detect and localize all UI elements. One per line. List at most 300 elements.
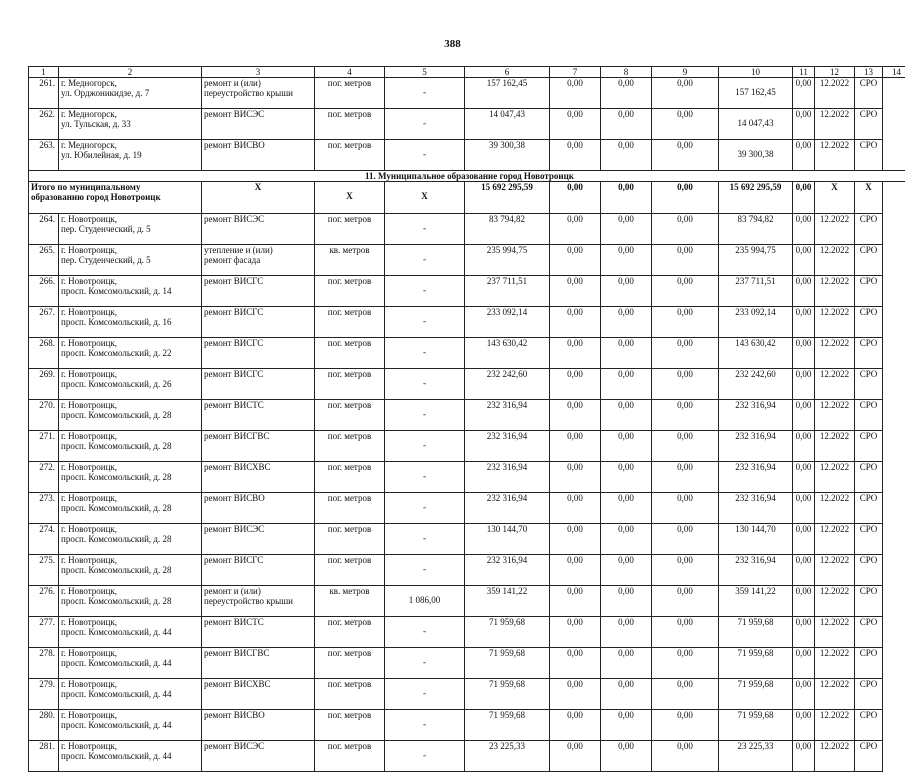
column-number-3: 3 xyxy=(202,67,315,78)
address-line-1: г. Новотроицк, xyxy=(61,493,199,503)
fund-8: 0,00 xyxy=(550,400,601,431)
address xyxy=(59,140,202,171)
total-cost: 71 959,68 xyxy=(465,617,550,648)
total-cost: 143 630,42 xyxy=(465,338,550,369)
total-cost: 232 316,94 xyxy=(465,493,550,524)
fund-10: 0,00 xyxy=(652,276,719,307)
address xyxy=(59,586,202,617)
x-mark: X xyxy=(385,182,465,214)
quantity: - xyxy=(385,78,465,109)
fund-8: 0,00 xyxy=(550,462,601,493)
work-type xyxy=(202,617,315,648)
row-number: 271. xyxy=(29,431,59,462)
work-type-line-1: ремонт ВИСГВС xyxy=(204,431,312,441)
quantity: - xyxy=(385,617,465,648)
unit: пог. метров xyxy=(315,78,385,109)
address-line-2: ул. Юбилейная, д. 19 xyxy=(61,150,199,160)
fund-9: 0,00 xyxy=(601,78,652,109)
fund-8: 0,00 xyxy=(550,586,601,617)
address-line-2: пер. Студенческий, д. 5 xyxy=(61,255,199,265)
fund-12: 0,00 xyxy=(793,214,815,245)
quantity: 1 086,00 xyxy=(385,586,465,617)
row-number: 268. xyxy=(29,338,59,369)
completion-date: 12.2022 xyxy=(815,431,855,462)
work-type xyxy=(202,214,315,245)
row-number: 265. xyxy=(29,245,59,276)
quantity: - xyxy=(385,245,465,276)
address-line-2: просп. Комсомольский, д. 28 xyxy=(61,441,199,451)
table-row xyxy=(29,431,905,462)
address-line-1: г. Новотроицк, xyxy=(61,710,199,720)
fund-12: 0,00 xyxy=(793,338,815,369)
fund-10: 0,00 xyxy=(652,493,719,524)
x-mark: X xyxy=(855,182,883,214)
address-line-2: просп. Комсомольский, д. 44 xyxy=(61,627,199,637)
work-type xyxy=(202,245,315,276)
completion-date: 12.2022 xyxy=(815,140,855,171)
address-line-2: просп. Комсомольский, д. 28 xyxy=(61,472,199,482)
address-line-1: г. Новотроицк, xyxy=(61,555,199,565)
fund-8: 0,00 xyxy=(550,140,601,171)
fund-10: 0,00 xyxy=(652,369,719,400)
fund-9: 0,00 xyxy=(601,109,652,140)
row-number: 261. xyxy=(29,78,59,109)
fund-9: 0,00 xyxy=(601,586,652,617)
row-number: 272. xyxy=(29,462,59,493)
completion-date: 12.2022 xyxy=(815,109,855,140)
fund-8: 0,00 xyxy=(550,524,601,555)
x-mark: X xyxy=(202,182,315,214)
row-number: 262. xyxy=(29,109,59,140)
row-number: 270. xyxy=(29,400,59,431)
fund-11: 71 959,68 xyxy=(719,679,793,710)
quantity: - xyxy=(385,648,465,679)
table-row xyxy=(29,245,905,276)
funding-source: СРО xyxy=(855,710,883,741)
table-row xyxy=(29,338,905,369)
funding-source: СРО xyxy=(855,338,883,369)
address xyxy=(59,307,202,338)
unit: пог. метров xyxy=(315,109,385,140)
table-row xyxy=(29,400,905,431)
address xyxy=(59,276,202,307)
fund-8: 0,00 xyxy=(550,679,601,710)
table-row xyxy=(29,78,905,109)
funding-source: СРО xyxy=(855,493,883,524)
address xyxy=(59,338,202,369)
completion-date: 12.2022 xyxy=(815,78,855,109)
completion-date: 12.2022 xyxy=(815,679,855,710)
address-line-1: г. Медногорск, xyxy=(61,78,199,88)
address-line-2: просп. Комсомольский, д. 22 xyxy=(61,348,199,358)
fund-12: 0,00 xyxy=(793,555,815,586)
row-number: 278. xyxy=(29,648,59,679)
total-cost: 232 316,94 xyxy=(465,400,550,431)
table-row xyxy=(29,369,905,400)
work-type-line-2: ремонт фасада xyxy=(204,255,312,265)
table-row xyxy=(29,462,905,493)
address xyxy=(59,741,202,772)
address-line-1: г. Медногорск, xyxy=(61,109,199,119)
work-type-line-1: ремонт ВИСГС xyxy=(204,555,312,565)
address xyxy=(59,679,202,710)
address xyxy=(59,710,202,741)
fund-10: 0,00 xyxy=(652,710,719,741)
address-line-1: г. Новотроицк, xyxy=(61,338,199,348)
completion-date: 12.2022 xyxy=(815,493,855,524)
funding-source: СРО xyxy=(855,617,883,648)
work-type xyxy=(202,109,315,140)
fund-11: 157 162,45 xyxy=(719,78,793,109)
address-line-1: г. Новотроицк, xyxy=(61,679,199,689)
quantity: - xyxy=(385,140,465,171)
column-number-13: 13 xyxy=(855,67,883,78)
fund-10: 0,00 xyxy=(652,109,719,140)
completion-date: 12.2022 xyxy=(815,276,855,307)
row-number: 281. xyxy=(29,741,59,772)
table-row xyxy=(29,710,905,741)
fund-12: 0,00 xyxy=(793,369,815,400)
fund-12: 0,00 xyxy=(793,307,815,338)
unit: пог. метров xyxy=(315,400,385,431)
address xyxy=(59,462,202,493)
fund-10: 0,00 xyxy=(652,524,719,555)
fund-9: 0,00 xyxy=(601,338,652,369)
table-row xyxy=(29,276,905,307)
address-line-1: г. Новотроицк, xyxy=(61,741,199,751)
fund-9: 0,00 xyxy=(601,648,652,679)
fund-11: 359 141,22 xyxy=(719,586,793,617)
fund-11: 232 316,94 xyxy=(719,462,793,493)
total-cost: 157 162,45 xyxy=(465,78,550,109)
unit: пог. метров xyxy=(315,493,385,524)
total-cost: 39 300,38 xyxy=(465,140,550,171)
column-number-5: 5 xyxy=(385,67,465,78)
total-label-line-1: Итого по муниципальному xyxy=(31,182,199,192)
table-row xyxy=(29,214,905,245)
work-type xyxy=(202,524,315,555)
fund-12: 0,00 xyxy=(793,431,815,462)
funding-source: СРО xyxy=(855,431,883,462)
address-line-1: г. Новотроицк, xyxy=(61,307,199,317)
fund-11: 71 959,68 xyxy=(719,617,793,648)
table-row xyxy=(29,307,905,338)
row-number: 266. xyxy=(29,276,59,307)
work-type-line-1: ремонт ВИСХВС xyxy=(204,462,312,472)
section-title: 11. Муниципальное образование город Новотроицк xyxy=(29,171,905,182)
quantity: - xyxy=(385,109,465,140)
fund-8: 0,00 xyxy=(550,710,601,741)
total-cost: 233 092,14 xyxy=(465,307,550,338)
section-row xyxy=(29,171,905,182)
fund-9: 0,00 xyxy=(601,741,652,772)
unit: пог. метров xyxy=(315,524,385,555)
completion-date: 12.2022 xyxy=(815,648,855,679)
work-type-line-1: ремонт ВИСТС xyxy=(204,400,312,410)
row-number: 273. xyxy=(29,493,59,524)
fund-8: 0,00 xyxy=(550,214,601,245)
fund-9: 0,00 xyxy=(601,431,652,462)
quantity: - xyxy=(385,214,465,245)
unit: пог. метров xyxy=(315,710,385,741)
funding-source: СРО xyxy=(855,369,883,400)
fund-8: 0,00 xyxy=(550,307,601,338)
unit: пог. метров xyxy=(315,214,385,245)
column-number-row xyxy=(29,67,905,78)
address xyxy=(59,617,202,648)
total-cost: 15 692 295,59 xyxy=(465,182,550,214)
column-number-12: 12 xyxy=(815,67,855,78)
fund-11: 71 959,68 xyxy=(719,710,793,741)
fund-8: 0,00 xyxy=(550,338,601,369)
fund-8: 0,00 xyxy=(550,617,601,648)
funding-source: СРО xyxy=(855,140,883,171)
total-row xyxy=(29,182,905,214)
address-line-1: г. Новотроицк, xyxy=(61,617,199,627)
address-line-1: г. Новотроицк, xyxy=(61,586,199,596)
work-type-line-2: переустройство крыши xyxy=(204,88,312,98)
row-number: 275. xyxy=(29,555,59,586)
address xyxy=(59,369,202,400)
work-type-line-2: переустройство крыши xyxy=(204,596,312,606)
address-line-2: просп. Комсомольский, д. 28 xyxy=(61,503,199,513)
funding-source: СРО xyxy=(855,214,883,245)
work-type-line-1: ремонт и (или) xyxy=(204,586,312,596)
row-number: 264. xyxy=(29,214,59,245)
column-number-11: 11 xyxy=(793,67,815,78)
work-type xyxy=(202,648,315,679)
fund-11: 15 692 295,59 xyxy=(719,182,793,214)
address-line-2: просп. Комсомольский, д. 28 xyxy=(61,534,199,544)
fund-10: 0,00 xyxy=(652,741,719,772)
fund-9: 0,00 xyxy=(601,493,652,524)
address-line-2: пер. Студенческий, д. 5 xyxy=(61,224,199,234)
quantity: - xyxy=(385,555,465,586)
column-number-6: 6 xyxy=(465,67,550,78)
fund-12: 0,00 xyxy=(793,109,815,140)
fund-12: 0,00 xyxy=(793,648,815,679)
work-type xyxy=(202,431,315,462)
row-number: 277. xyxy=(29,617,59,648)
fund-10: 0,00 xyxy=(652,214,719,245)
fund-9: 0,00 xyxy=(601,182,652,214)
fund-12: 0,00 xyxy=(793,710,815,741)
quantity: - xyxy=(385,741,465,772)
total-cost: 359 141,22 xyxy=(465,586,550,617)
unit: пог. метров xyxy=(315,307,385,338)
column-number-4: 4 xyxy=(315,67,385,78)
work-type xyxy=(202,369,315,400)
work-type-line-1: ремонт ВИСЭС xyxy=(204,214,312,224)
fund-9: 0,00 xyxy=(601,462,652,493)
address xyxy=(59,109,202,140)
funding-source: СРО xyxy=(855,648,883,679)
fund-12: 0,00 xyxy=(793,400,815,431)
fund-11: 14 047,43 xyxy=(719,109,793,140)
work-type xyxy=(202,276,315,307)
total-cost: 71 959,68 xyxy=(465,679,550,710)
work-type xyxy=(202,679,315,710)
row-number: 279. xyxy=(29,679,59,710)
column-number-14: 14 xyxy=(883,67,905,78)
work-type-line-1: ремонт ВИСГС xyxy=(204,338,312,348)
fund-11: 232 316,94 xyxy=(719,493,793,524)
address-line-2: просп. Комсомольский, д. 44 xyxy=(61,658,199,668)
fund-11: 23 225,33 xyxy=(719,741,793,772)
work-type-line-1: ремонт ВИСВО xyxy=(204,493,312,503)
column-number-8: 8 xyxy=(601,67,652,78)
unit: кв. метров xyxy=(315,245,385,276)
fund-10: 0,00 xyxy=(652,307,719,338)
table-row xyxy=(29,493,905,524)
fund-12: 0,00 xyxy=(793,462,815,493)
completion-date: 12.2022 xyxy=(815,617,855,648)
capital-repair-table xyxy=(28,66,905,772)
work-type-line-1: ремонт ВИСЭС xyxy=(204,524,312,534)
fund-9: 0,00 xyxy=(601,245,652,276)
funding-source: СРО xyxy=(855,276,883,307)
table-row xyxy=(29,586,905,617)
fund-8: 0,00 xyxy=(550,741,601,772)
work-type-line-1: ремонт ВИСЭС xyxy=(204,741,312,751)
fund-9: 0,00 xyxy=(601,369,652,400)
completion-date: 12.2022 xyxy=(815,214,855,245)
quantity: - xyxy=(385,462,465,493)
row-number: 267. xyxy=(29,307,59,338)
fund-12: 0,00 xyxy=(793,78,815,109)
unit: пог. метров xyxy=(315,648,385,679)
address-line-1: г. Новотроицк, xyxy=(61,431,199,441)
fund-8: 0,00 xyxy=(550,431,601,462)
table-row xyxy=(29,617,905,648)
fund-8: 0,00 xyxy=(550,555,601,586)
address-line-1: г. Новотроицк, xyxy=(61,648,199,658)
fund-9: 0,00 xyxy=(601,400,652,431)
fund-11: 232 242,60 xyxy=(719,369,793,400)
fund-12: 0,00 xyxy=(793,586,815,617)
fund-10: 0,00 xyxy=(652,78,719,109)
address xyxy=(59,245,202,276)
quantity: - xyxy=(385,338,465,369)
address xyxy=(59,214,202,245)
fund-11: 232 316,94 xyxy=(719,431,793,462)
address-line-2: просп. Комсомольский, д. 14 xyxy=(61,286,199,296)
fund-10: 0,00 xyxy=(652,245,719,276)
funding-source: СРО xyxy=(855,78,883,109)
fund-12: 0,00 xyxy=(793,679,815,710)
fund-12: 0,00 xyxy=(793,245,815,276)
column-number-9: 9 xyxy=(652,67,719,78)
x-mark: X xyxy=(315,182,385,214)
quantity: - xyxy=(385,276,465,307)
address xyxy=(59,78,202,109)
funding-source: СРО xyxy=(855,679,883,710)
table-row xyxy=(29,648,905,679)
work-type xyxy=(202,140,315,171)
address xyxy=(59,493,202,524)
fund-9: 0,00 xyxy=(601,276,652,307)
fund-9: 0,00 xyxy=(601,555,652,586)
fund-9: 0,00 xyxy=(601,617,652,648)
funding-source: СРО xyxy=(855,307,883,338)
column-number-10: 10 xyxy=(719,67,793,78)
fund-12: 0,00 xyxy=(793,617,815,648)
unit: пог. метров xyxy=(315,338,385,369)
fund-9: 0,00 xyxy=(601,140,652,171)
quantity: - xyxy=(385,307,465,338)
funding-source: СРО xyxy=(855,555,883,586)
unit: пог. метров xyxy=(315,741,385,772)
total-label xyxy=(29,182,202,214)
address-line-1: г. Новотроицк, xyxy=(61,276,199,286)
address-line-2: просп. Комсомольский, д. 44 xyxy=(61,689,199,699)
total-cost: 232 316,94 xyxy=(465,462,550,493)
total-cost: 235 994,75 xyxy=(465,245,550,276)
work-type xyxy=(202,400,315,431)
fund-9: 0,00 xyxy=(601,307,652,338)
page-number: 388 xyxy=(0,38,905,50)
column-number-2: 2 xyxy=(59,67,202,78)
work-type xyxy=(202,555,315,586)
quantity: - xyxy=(385,679,465,710)
completion-date: 12.2022 xyxy=(815,462,855,493)
fund-8: 0,00 xyxy=(550,78,601,109)
unit: пог. метров xyxy=(315,617,385,648)
unit: пог. метров xyxy=(315,679,385,710)
work-type xyxy=(202,78,315,109)
total-cost: 232 242,60 xyxy=(465,369,550,400)
address-line-1: г. Новотроицк, xyxy=(61,245,199,255)
fund-9: 0,00 xyxy=(601,524,652,555)
quantity: - xyxy=(385,710,465,741)
completion-date: 12.2022 xyxy=(815,245,855,276)
quantity: - xyxy=(385,400,465,431)
fund-10: 0,00 xyxy=(652,338,719,369)
quantity: - xyxy=(385,431,465,462)
work-type-line-1: ремонт ВИСГС xyxy=(204,307,312,317)
funding-source: СРО xyxy=(855,586,883,617)
work-type xyxy=(202,338,315,369)
total-label-line-2: образованию город Новотроицк xyxy=(31,192,199,202)
work-type xyxy=(202,710,315,741)
fund-11: 143 630,42 xyxy=(719,338,793,369)
total-cost: 14 047,43 xyxy=(465,109,550,140)
completion-date: 12.2022 xyxy=(815,555,855,586)
address xyxy=(59,524,202,555)
fund-10: 0,00 xyxy=(652,679,719,710)
completion-date: 12.2022 xyxy=(815,710,855,741)
fund-8: 0,00 xyxy=(550,109,601,140)
fund-10: 0,00 xyxy=(652,648,719,679)
work-type xyxy=(202,462,315,493)
address-line-2: просп. Комсомольский, д. 28 xyxy=(61,596,199,606)
row-number: 274. xyxy=(29,524,59,555)
work-type-line-1: ремонт ВИСЭС xyxy=(204,109,312,119)
funding-source: СРО xyxy=(855,741,883,772)
total-cost: 232 316,94 xyxy=(465,431,550,462)
address-line-1: г. Новотроицк, xyxy=(61,524,199,534)
fund-11: 39 300,38 xyxy=(719,140,793,171)
total-cost: 130 144,70 xyxy=(465,524,550,555)
fund-10: 0,00 xyxy=(652,586,719,617)
address-line-2: просп. Комсомольский, д. 28 xyxy=(61,565,199,575)
row-number: 276. xyxy=(29,586,59,617)
fund-11: 233 092,14 xyxy=(719,307,793,338)
fund-12: 0,00 xyxy=(793,493,815,524)
fund-11: 237 711,51 xyxy=(719,276,793,307)
row-number: 280. xyxy=(29,710,59,741)
address-line-2: просп. Комсомольский, д. 16 xyxy=(61,317,199,327)
